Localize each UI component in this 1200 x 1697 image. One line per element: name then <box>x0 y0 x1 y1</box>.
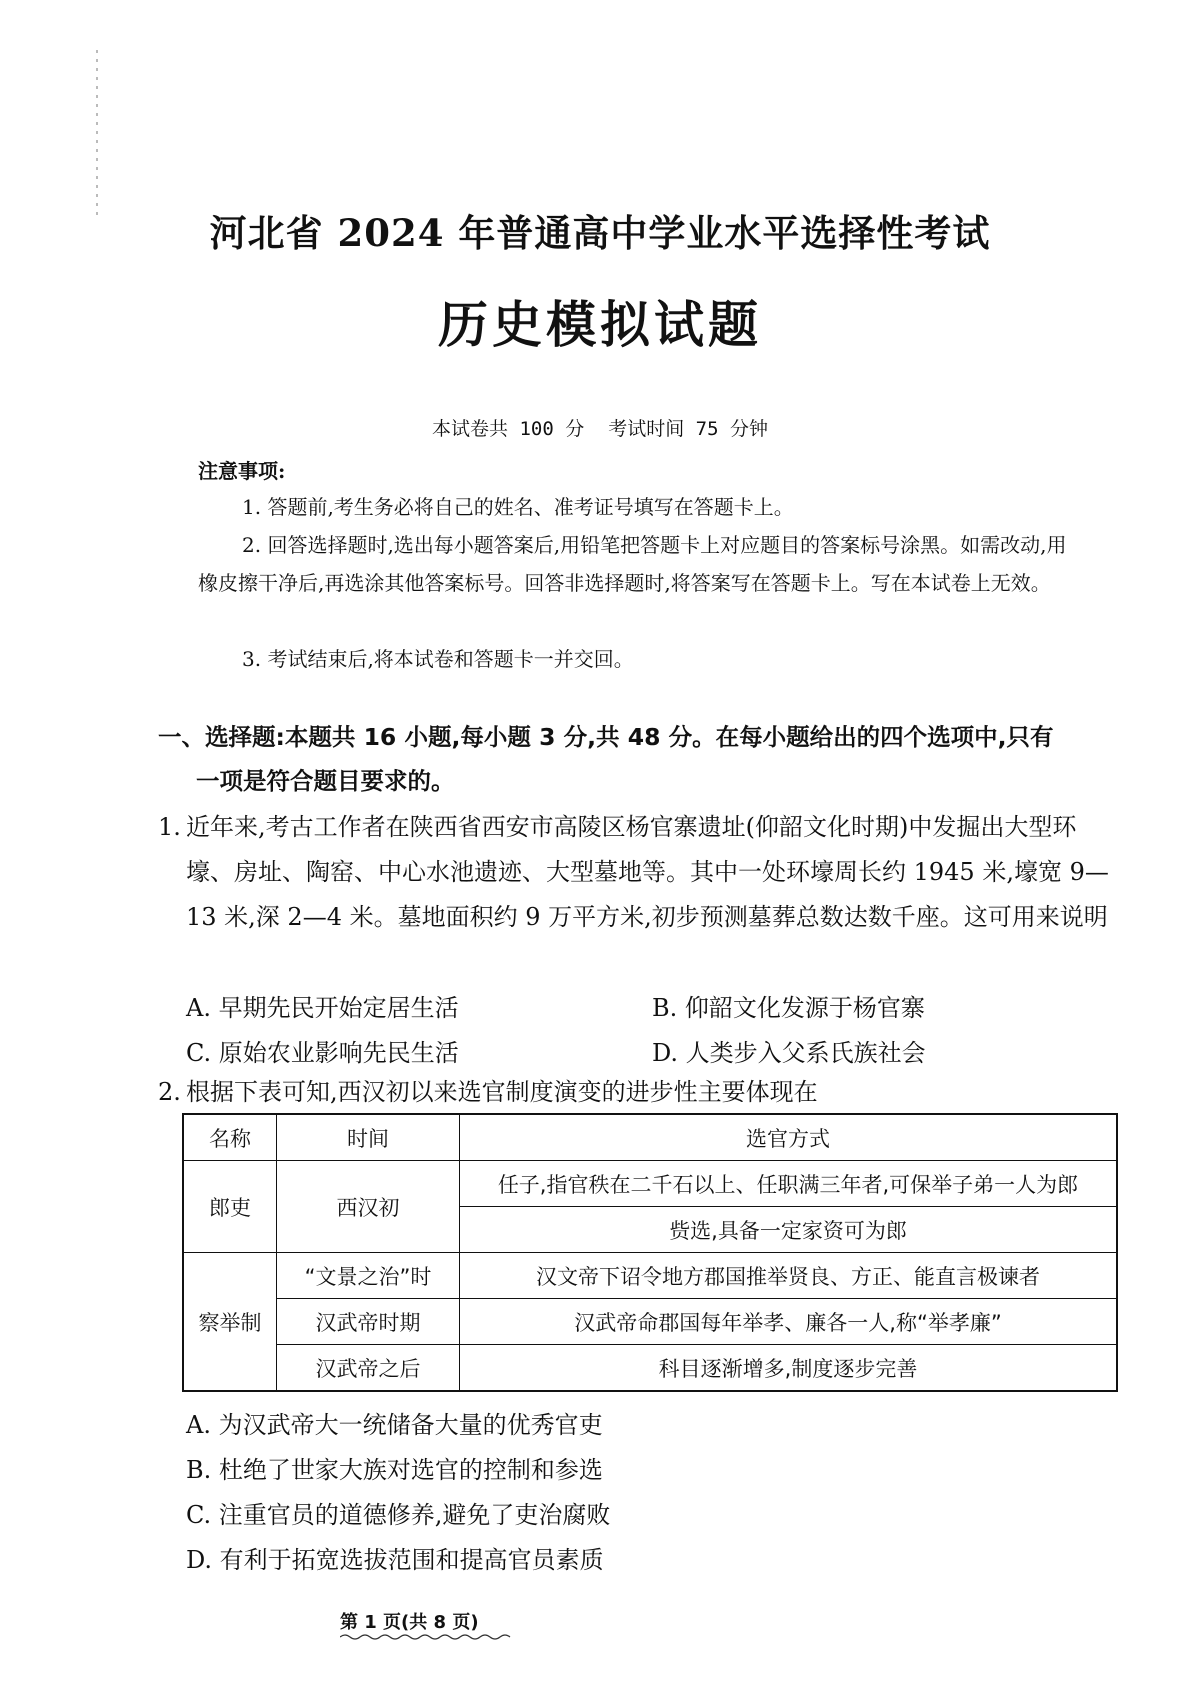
table-row <box>183 1253 1117 1299</box>
q2-option-a[interactable]: A. 为汉武帝大一统储备大量的优秀官吏 <box>186 1411 603 1439</box>
table-cell: 郎吏 <box>183 1161 277 1253</box>
table-header-row <box>183 1114 1117 1161</box>
table-cell: 科目逐渐增多,制度逐步完善 <box>460 1345 1118 1392</box>
table-row <box>183 1345 1117 1392</box>
notice-heading: 注意事项: <box>198 459 286 483</box>
exam-subtitle: 历史模拟试题 <box>438 295 762 354</box>
question-number: 1. <box>158 813 181 841</box>
table-header: 名称 <box>183 1114 277 1161</box>
table-cell: 察举制 <box>183 1253 277 1392</box>
section-heading-line-1: 一、选择题:本题共 16 小题,每小题 3 分,共 48 分。在每小题给出的四个选项中,只有 <box>158 723 1054 751</box>
table-cell: 任子,指官秩在二千石以上、任职满三年者,可保举子弟一人为郎 <box>460 1161 1118 1207</box>
page-footer: 第 1 页(共 8 页) <box>340 1612 479 1633</box>
question-stem: 根据下表可知,西汉初以来选官制度演变的进步性主要体现在 <box>186 1078 818 1106</box>
notice-item-2: 2. 回答选择题时,选出每小题答案后,用铅笔把答题卡上对应题目的答案标号涂黑。如需改动,用橡皮擦干净后,再选涂其他答案标号。回答非选择题时,将答案写在答题卡上。写在本试卷上无效。 <box>198 533 1067 595</box>
binding-margin-mark <box>96 50 98 220</box>
question-2 <box>158 1070 1118 1115</box>
table-cell: 汉武帝时期 <box>277 1299 460 1345</box>
question-number: 2. <box>158 1078 181 1106</box>
footer-underline-wave <box>340 1633 515 1641</box>
table-cell: 汉武帝命郡国每年举孝、廉各一人,称“举孝廉” <box>460 1299 1118 1345</box>
q1-option-d[interactable]: D. 人类步入父系氏族社会 <box>652 1039 926 1067</box>
question-1 <box>158 805 1118 985</box>
q1-option-b[interactable]: B. 仰韶文化发源于杨官寨 <box>652 994 925 1022</box>
table-cell: “文景之治”时 <box>277 1253 460 1299</box>
total-score: 本试卷共 100 分 <box>432 418 585 440</box>
notice-item-1: 1. 答题前,考生务必将自己的姓名、准考证号填写在答题卡上。 <box>242 495 794 519</box>
table-header: 时间 <box>277 1114 460 1161</box>
exam-title: 河北省 2024 年普通高中学业水平选择性考试 <box>209 211 991 255</box>
q2-option-c[interactable]: C. 注重官员的道德修养,避免了吏治腐败 <box>186 1501 611 1529</box>
table-cell: 西汉初 <box>277 1161 460 1253</box>
table-header: 选官方式 <box>460 1114 1118 1161</box>
q1-option-a[interactable]: A. 早期先民开始定居生活 <box>186 994 459 1022</box>
q2-option-b[interactable]: B. 杜绝了世家大族对选官的控制和参选 <box>186 1456 603 1484</box>
table-row <box>183 1161 1117 1207</box>
table-cell: 赀选,具备一定家资可为郎 <box>460 1207 1118 1253</box>
table-cell: 汉武帝之后 <box>277 1345 460 1392</box>
question-stem: 近年来,考古工作者在陕西省西安市高陵区杨官寨遗址(仰韶文化时期)中发掘出大型环壕、房址、陶窑、中心水池遗迹、大型墓地等。其中一处环壕周长约 1945 米,壕宽 9—13 米,深 2—4 米。墓地面积约 9 万平方米,初步预测墓葬总数达数千座。这可用来说明 <box>186 813 1109 931</box>
q2-option-d[interactable]: D. 有利于拓宽选拔范围和提高官员素质 <box>186 1546 604 1574</box>
selection-system-table <box>182 1113 1118 1392</box>
exam-duration: 考试时间 75 分钟 <box>608 418 768 440</box>
notice-item-3: 3. 考试结束后,将本试卷和答题卡一并交回。 <box>242 647 634 671</box>
q1-option-c[interactable]: C. 原始农业影响先民生活 <box>186 1039 459 1067</box>
section-heading <box>158 715 1118 803</box>
exam-meta <box>0 414 1200 441</box>
section-heading-line-2: 一项是符合题目要求的。 <box>196 767 455 795</box>
table-row <box>183 1299 1117 1345</box>
table-cell: 汉文帝下诏令地方郡国推举贤良、方正、能直言极谏者 <box>460 1253 1118 1299</box>
